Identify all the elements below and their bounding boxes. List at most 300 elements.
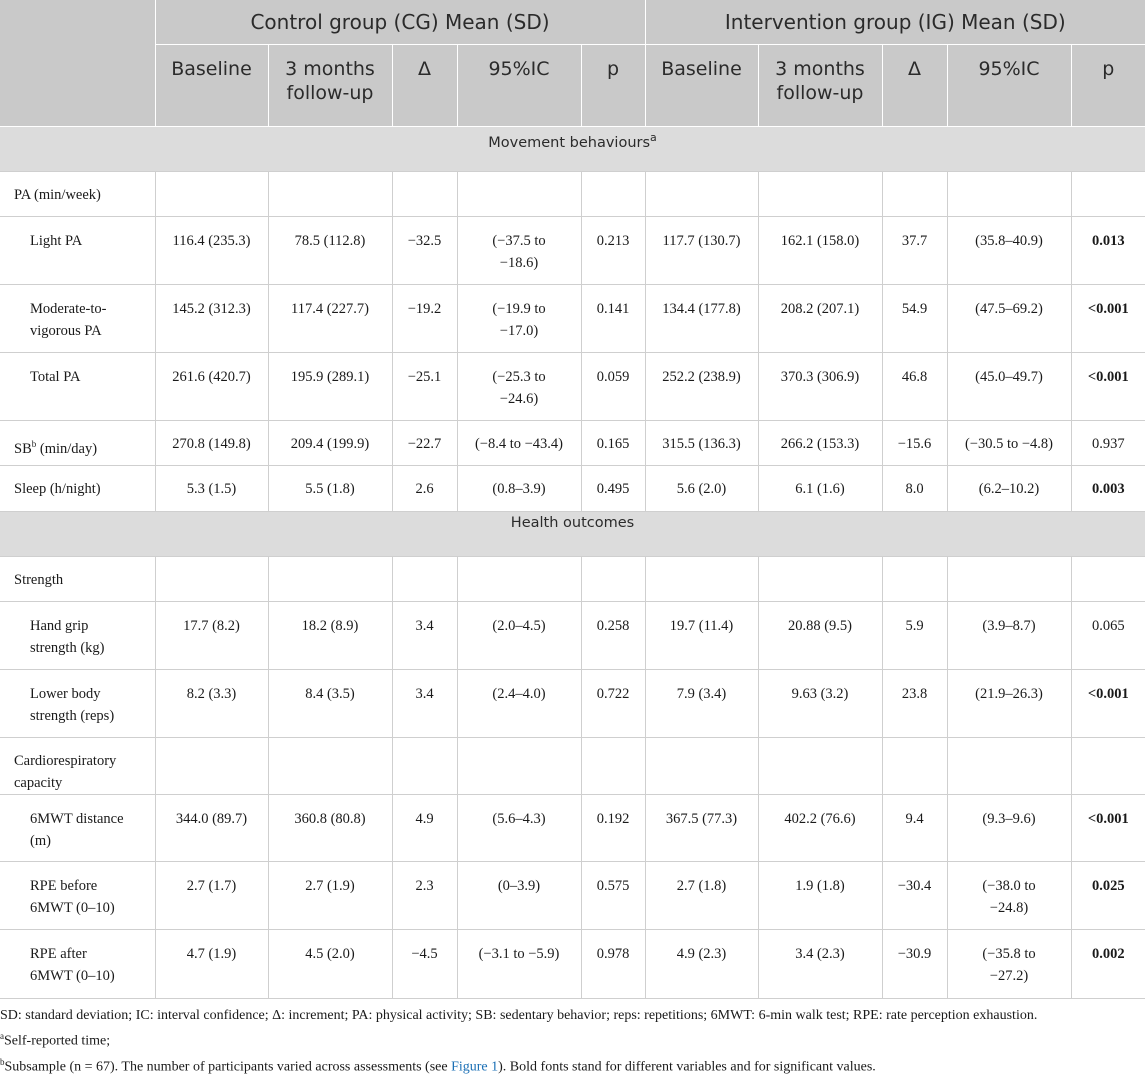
table-row — [0, 466, 1145, 512]
table-cell — [155, 862, 268, 930]
cell-value: −30.4 — [897, 878, 932, 894]
table-cell — [882, 285, 947, 353]
table-cell — [882, 172, 947, 217]
table-cell — [392, 172, 457, 217]
row-label-line1: 6MWT distance — [30, 811, 124, 827]
cell-value: 209.4 (199.9) — [290, 436, 370, 452]
table-cell — [947, 466, 1071, 512]
cell-value: 23.8 — [901, 686, 928, 702]
row-label-line1: Light PA — [30, 233, 83, 249]
table-cell — [457, 602, 581, 670]
column-header-ig-1 — [758, 45, 882, 127]
table-row — [0, 353, 1145, 421]
section-title — [0, 512, 1145, 557]
cell-value: −4.5 — [411, 946, 438, 962]
cell-value: 4.9 (2.3) — [676, 946, 727, 962]
table-cell — [758, 285, 882, 353]
cell-value: 116.4 (235.3) — [172, 233, 251, 249]
footnote-a — [0, 1026, 1145, 1052]
section-header-row — [0, 127, 1145, 172]
column-header-cg-4 — [581, 45, 645, 127]
ig-group-header: Intervention group (IG) Mean (SD) — [645, 0, 1145, 45]
table-cell — [392, 557, 457, 602]
cell-value: 20.88 (9.5) — [787, 618, 853, 634]
table-cell — [155, 217, 268, 285]
column-header-line1: p — [606, 58, 620, 80]
column-header-ig-4 — [1071, 45, 1145, 127]
row-label-line1: Total PA — [30, 369, 81, 385]
table-cell — [268, 353, 392, 421]
cell-value: 370.3 (306.9) — [780, 369, 860, 385]
table-cell — [947, 738, 1071, 795]
cell-value: 8.4 (3.5) — [305, 686, 355, 702]
cell-value: (5.6–4.3) — [492, 811, 546, 827]
cell-value: 2.6 — [415, 481, 434, 497]
table-cell — [268, 466, 392, 512]
table-cell — [581, 670, 645, 738]
row-label — [0, 353, 155, 421]
cell-value: 0.002 — [1091, 946, 1125, 962]
row-label-line1: Hand grip — [30, 618, 89, 634]
table-cell — [268, 795, 392, 862]
row-label — [0, 172, 155, 217]
table-cell — [758, 172, 882, 217]
cell-value: 4.7 (1.9) — [186, 946, 237, 962]
cell-value: (−37.5 to — [492, 233, 546, 249]
table-cell — [155, 172, 268, 217]
cell-value: 5.3 (1.5) — [186, 481, 237, 497]
table-cell — [457, 466, 581, 512]
row-label-line1: RPE after — [30, 946, 87, 962]
table-cell — [392, 862, 457, 930]
table-cell — [457, 421, 581, 466]
section-header-row — [0, 512, 1145, 557]
section-title — [0, 127, 1145, 172]
row-label-line2: capacity — [14, 775, 63, 791]
cell-value: 261.6 (420.7) — [172, 369, 251, 385]
table-cell — [758, 217, 882, 285]
cg-group-header: Control group (CG) Mean (SD) — [155, 0, 645, 45]
column-header-line1: 95%IC — [488, 58, 550, 80]
table-cell — [645, 421, 758, 466]
table-cell — [882, 466, 947, 512]
row-label — [0, 738, 155, 795]
table-cell — [882, 795, 947, 862]
table-row — [0, 421, 1145, 466]
table-cell — [581, 602, 645, 670]
table-cell — [645, 795, 758, 862]
cell-value: (2.0–4.5) — [492, 618, 546, 634]
table-cell — [645, 738, 758, 795]
cell-value: 270.8 (149.8) — [172, 436, 251, 452]
cell-value: (35.8–40.9) — [975, 233, 1043, 249]
footnote-a-marker: a — [0, 1031, 4, 1041]
column-header-line1: 95%IC — [978, 58, 1040, 80]
table-cell — [882, 738, 947, 795]
table-cell — [392, 285, 457, 353]
table-cell — [268, 670, 392, 738]
table-cell — [268, 930, 392, 999]
cell-value: −25.1 — [407, 369, 442, 385]
table-body — [0, 127, 1145, 999]
column-header-line1: Δ — [908, 58, 921, 80]
cell-value: 7.9 (3.4) — [676, 686, 727, 702]
table-row — [0, 670, 1145, 738]
table-cell — [392, 738, 457, 795]
table-cell — [457, 217, 581, 285]
table-cell — [947, 285, 1071, 353]
row-label — [0, 466, 155, 512]
cell-value: 17.7 (8.2) — [183, 618, 240, 634]
cell-value: 19.7 (11.4) — [669, 618, 734, 634]
column-header-line1: Baseline — [661, 58, 742, 80]
cell-value: <0.001 — [1087, 811, 1129, 827]
table-cell — [758, 602, 882, 670]
table-cell — [758, 862, 882, 930]
cell-value: 266.2 (153.3) — [780, 436, 860, 452]
table-cell — [1071, 217, 1145, 285]
cell-value: 5.6 (2.0) — [676, 481, 727, 497]
table-cell — [947, 557, 1071, 602]
section-title-text: Health outcomes — [510, 515, 635, 531]
abbreviations-note: SD: standard deviation; IC: interval confidence; Δ: increment; PA: physical activity; SB: sedentary behavior; reps: repetitions; 6MWT: 6-min walk test; RPE: rate perception exhaustion. — [0, 1008, 1038, 1023]
cell-value: 0.258 — [596, 618, 630, 634]
table-cell — [581, 466, 645, 512]
row-label — [0, 421, 155, 466]
footnote-a-text: Self-reported time; — [4, 1033, 111, 1049]
table-cell — [645, 353, 758, 421]
table-cell — [1071, 602, 1145, 670]
cell-value: 2.7 (1.9) — [305, 878, 355, 894]
table-cell — [947, 670, 1071, 738]
table-cell — [392, 930, 457, 999]
table-cell — [392, 421, 457, 466]
cell-value: 0.495 — [596, 481, 630, 497]
table-row — [0, 172, 1145, 217]
cell-value: (0.8–3.9) — [492, 481, 546, 497]
table-cell — [581, 738, 645, 795]
row-label-line1: Strength — [14, 572, 64, 588]
cell-value: 3.4 (2.3) — [795, 946, 845, 962]
footnote-b — [0, 1052, 1145, 1077]
cell-value: 162.1 (158.0) — [780, 233, 860, 249]
cell-value: 6.1 (1.6) — [795, 481, 845, 497]
table-row — [0, 738, 1145, 795]
cell-value: 9.63 (3.2) — [791, 686, 849, 702]
table-cell — [947, 421, 1071, 466]
table-cell — [392, 466, 457, 512]
cell-value: 2.3 — [415, 878, 434, 894]
row-label-line1: RPE before — [30, 878, 98, 894]
figure-1-link[interactable]: Figure 1 — [451, 1059, 499, 1075]
row-label — [0, 930, 155, 999]
cell-value: (−8.4 to −43.4) — [474, 436, 564, 452]
section-title-text: Movement behaviours — [488, 134, 651, 151]
table-row — [0, 930, 1145, 999]
row-label-line2: 6MWT (0–10) — [30, 968, 115, 984]
table-notes — [0, 999, 1145, 1077]
row-label — [0, 217, 155, 285]
row-label-line2: vigorous PA — [30, 323, 102, 339]
row-label — [0, 602, 155, 670]
table-cell — [392, 670, 457, 738]
cell-value: −30.9 — [897, 946, 932, 962]
table-cell — [581, 353, 645, 421]
cell-value-cont: −24.6) — [499, 391, 539, 407]
cell-value: (−25.3 to — [492, 369, 546, 385]
cell-value: (−3.1 to −5.9) — [478, 946, 560, 962]
cell-value: (2.4–4.0) — [492, 686, 546, 702]
cell-value: 2.7 (1.8) — [676, 878, 727, 894]
cell-value: 0.978 — [596, 946, 630, 962]
cell-value: 1.9 (1.8) — [795, 878, 845, 894]
table-cell — [947, 217, 1071, 285]
cell-value: 0.059 — [596, 369, 630, 385]
column-header-cg-2 — [392, 45, 457, 127]
table-cell — [947, 795, 1071, 862]
table-cell — [758, 557, 882, 602]
cell-value: 117.7 (130.7) — [662, 233, 741, 249]
row-label-sup: b — [31, 439, 37, 449]
table-cell — [1071, 557, 1145, 602]
table-cell — [155, 930, 268, 999]
column-header-ig-3 — [947, 45, 1071, 127]
table-cell — [882, 557, 947, 602]
cell-value: 78.5 (112.8) — [294, 233, 366, 249]
table-cell — [268, 421, 392, 466]
cell-value: 5.5 (1.8) — [305, 481, 355, 497]
table-cell — [155, 557, 268, 602]
table-row — [0, 862, 1145, 930]
table-cell — [758, 738, 882, 795]
table-cell — [1071, 670, 1145, 738]
table-cell — [155, 738, 268, 795]
table-row — [0, 795, 1145, 862]
table-cell — [882, 217, 947, 285]
table-cell — [1071, 862, 1145, 930]
table-cell — [645, 466, 758, 512]
cell-value: (−19.9 to — [492, 301, 546, 317]
row-label-line2: (m) — [30, 833, 51, 849]
row-label-line1: Sleep (h/night) — [14, 481, 101, 497]
table-cell — [882, 353, 947, 421]
table-cell — [155, 466, 268, 512]
table-cell — [645, 670, 758, 738]
table-cell — [268, 738, 392, 795]
table-cell — [581, 930, 645, 999]
table-cell — [758, 930, 882, 999]
table-cell — [1071, 421, 1145, 466]
cell-value: −15.6 — [897, 436, 932, 452]
column-header-line1: Baseline — [171, 58, 252, 80]
table-cell — [947, 602, 1071, 670]
footnote-b-text-2: ). Bold fonts stand for different variables and for significant values. — [498, 1059, 876, 1075]
cell-value: 208.2 (207.1) — [780, 301, 860, 317]
row-label-line1: SB — [14, 440, 32, 457]
cell-value: (45.0–49.7) — [975, 369, 1043, 385]
column-header-line1: 3 months — [775, 58, 865, 80]
table-cell — [457, 795, 581, 862]
cell-value: 8.2 (3.3) — [186, 686, 237, 702]
cell-value: 2.7 (1.7) — [186, 878, 237, 894]
cell-value: 5.9 — [905, 618, 924, 634]
cell-value: <0.001 — [1087, 301, 1129, 317]
cell-value: 0.722 — [596, 686, 630, 702]
table-cell — [1071, 795, 1145, 862]
column-header-ig-0 — [645, 45, 758, 127]
table-cell — [457, 670, 581, 738]
table-cell — [1071, 353, 1145, 421]
table-cell — [392, 217, 457, 285]
table-cell — [645, 285, 758, 353]
table-cell — [581, 795, 645, 862]
table-row — [0, 217, 1145, 285]
row-label-line2: strength (reps) — [30, 708, 115, 724]
cell-value: 8.0 — [905, 481, 924, 497]
cell-value: 145.2 (312.3) — [172, 301, 251, 317]
table-cell — [155, 795, 268, 862]
table-cell — [581, 862, 645, 930]
table-cell — [1071, 930, 1145, 999]
table-cell — [645, 557, 758, 602]
table-cell — [581, 172, 645, 217]
table-cell — [645, 862, 758, 930]
table-cell — [1071, 466, 1145, 512]
table-cell — [268, 862, 392, 930]
cell-value: −22.7 — [407, 436, 442, 452]
cell-value: 344.0 (89.7) — [175, 811, 248, 827]
table-cell — [947, 172, 1071, 217]
row-label — [0, 862, 155, 930]
table-cell — [882, 602, 947, 670]
cell-value: 134.4 (177.8) — [662, 301, 741, 317]
cell-value: 0.192 — [596, 811, 630, 827]
cell-value: 4.5 (2.0) — [305, 946, 355, 962]
table-cell — [457, 738, 581, 795]
table-cell — [457, 285, 581, 353]
table-cell — [155, 602, 268, 670]
cell-value: (47.5–69.2) — [975, 301, 1043, 317]
table-cell — [457, 862, 581, 930]
table-cell — [155, 353, 268, 421]
row-label — [0, 795, 155, 862]
cell-value: 0.213 — [596, 233, 630, 249]
cell-value: (9.3–9.6) — [982, 811, 1036, 827]
table-cell — [645, 172, 758, 217]
cell-value-cont: −27.2) — [989, 968, 1029, 984]
row-label-line2: strength (kg) — [30, 640, 105, 656]
cell-value: 4.9 — [415, 811, 434, 827]
column-header-cg-3 — [457, 45, 581, 127]
cell-value: 0.025 — [1091, 878, 1125, 894]
column-header-line1: Δ — [418, 58, 431, 80]
table-cell — [581, 217, 645, 285]
table-cell — [268, 217, 392, 285]
cell-value: 252.2 (238.9) — [662, 369, 741, 385]
table-row — [0, 557, 1145, 602]
cell-value: <0.001 — [1087, 369, 1129, 385]
cell-value: (−38.0 to — [982, 878, 1036, 894]
column-header-line2: follow-up — [776, 82, 864, 104]
cell-value-cont: −17.0) — [499, 323, 539, 339]
table-cell — [758, 353, 882, 421]
cell-value: 3.4 — [415, 618, 434, 634]
table-cell — [1071, 738, 1145, 795]
cell-value: (−30.5 to −4.8) — [964, 436, 1054, 452]
corner-cell — [0, 0, 155, 127]
row-label — [0, 285, 155, 353]
table-cell — [882, 670, 947, 738]
column-header-line1: p — [1102, 58, 1115, 80]
cell-value: −32.5 — [407, 233, 442, 249]
cell-value: 3.4 — [415, 686, 434, 702]
table-cell — [758, 670, 882, 738]
table-cell — [268, 602, 392, 670]
cell-value: 46.8 — [901, 369, 928, 385]
cell-value: 37.7 — [901, 233, 928, 249]
table-cell — [1071, 172, 1145, 217]
table-row — [0, 285, 1145, 353]
table-row — [0, 602, 1145, 670]
table-cell — [882, 930, 947, 999]
table-cell — [645, 602, 758, 670]
table-cell — [947, 862, 1071, 930]
cell-value: (6.2–10.2) — [978, 481, 1040, 497]
cell-value-cont: −18.6) — [499, 255, 539, 271]
column-header-cg-1 — [268, 45, 392, 127]
footnote-b-text-1: Subsample (n = 67). The number of participants varied across assessments (see — [4, 1059, 452, 1075]
table-cell — [392, 353, 457, 421]
table-cell — [645, 930, 758, 999]
cell-value: 367.5 (77.3) — [665, 811, 738, 827]
cell-value: 0.141 — [596, 301, 630, 317]
cell-value: 0.013 — [1091, 233, 1125, 249]
table-cell — [758, 421, 882, 466]
cell-value: 0.937 — [1091, 436, 1125, 452]
row-label-line1: Lower body — [30, 686, 101, 702]
section-title-sup: a — [650, 131, 657, 144]
table-cell — [947, 353, 1071, 421]
cell-value: 9.4 — [905, 811, 924, 827]
cell-value: 18.2 (8.9) — [301, 618, 359, 634]
table-cell — [882, 862, 947, 930]
cell-value: (3.9–8.7) — [982, 618, 1036, 634]
column-header-row — [0, 45, 1145, 127]
table-cell — [457, 557, 581, 602]
row-label-line1: Cardiorespiratory — [14, 753, 117, 769]
cell-value: 0.065 — [1091, 618, 1125, 634]
cell-value: 195.9 (289.1) — [290, 369, 370, 385]
table-cell — [581, 557, 645, 602]
table-cell — [155, 421, 268, 466]
cell-value: 117.4 (227.7) — [291, 301, 369, 317]
row-label — [0, 670, 155, 738]
row-label — [0, 557, 155, 602]
table-cell — [392, 602, 457, 670]
table-cell — [882, 421, 947, 466]
row-label-rest: (min/day) — [36, 440, 98, 457]
table-cell — [581, 421, 645, 466]
table-cell — [155, 670, 268, 738]
cell-value: 0.003 — [1091, 481, 1125, 497]
footnote-b-marker: b — [0, 1056, 5, 1067]
cell-value-cont: −24.8) — [989, 900, 1029, 916]
table-cell — [268, 172, 392, 217]
row-label-line1: Moderate-to- — [30, 301, 107, 317]
cell-value: 315.5 (136.3) — [662, 436, 741, 452]
cell-value: 0.165 — [596, 436, 630, 452]
table-cell — [581, 285, 645, 353]
